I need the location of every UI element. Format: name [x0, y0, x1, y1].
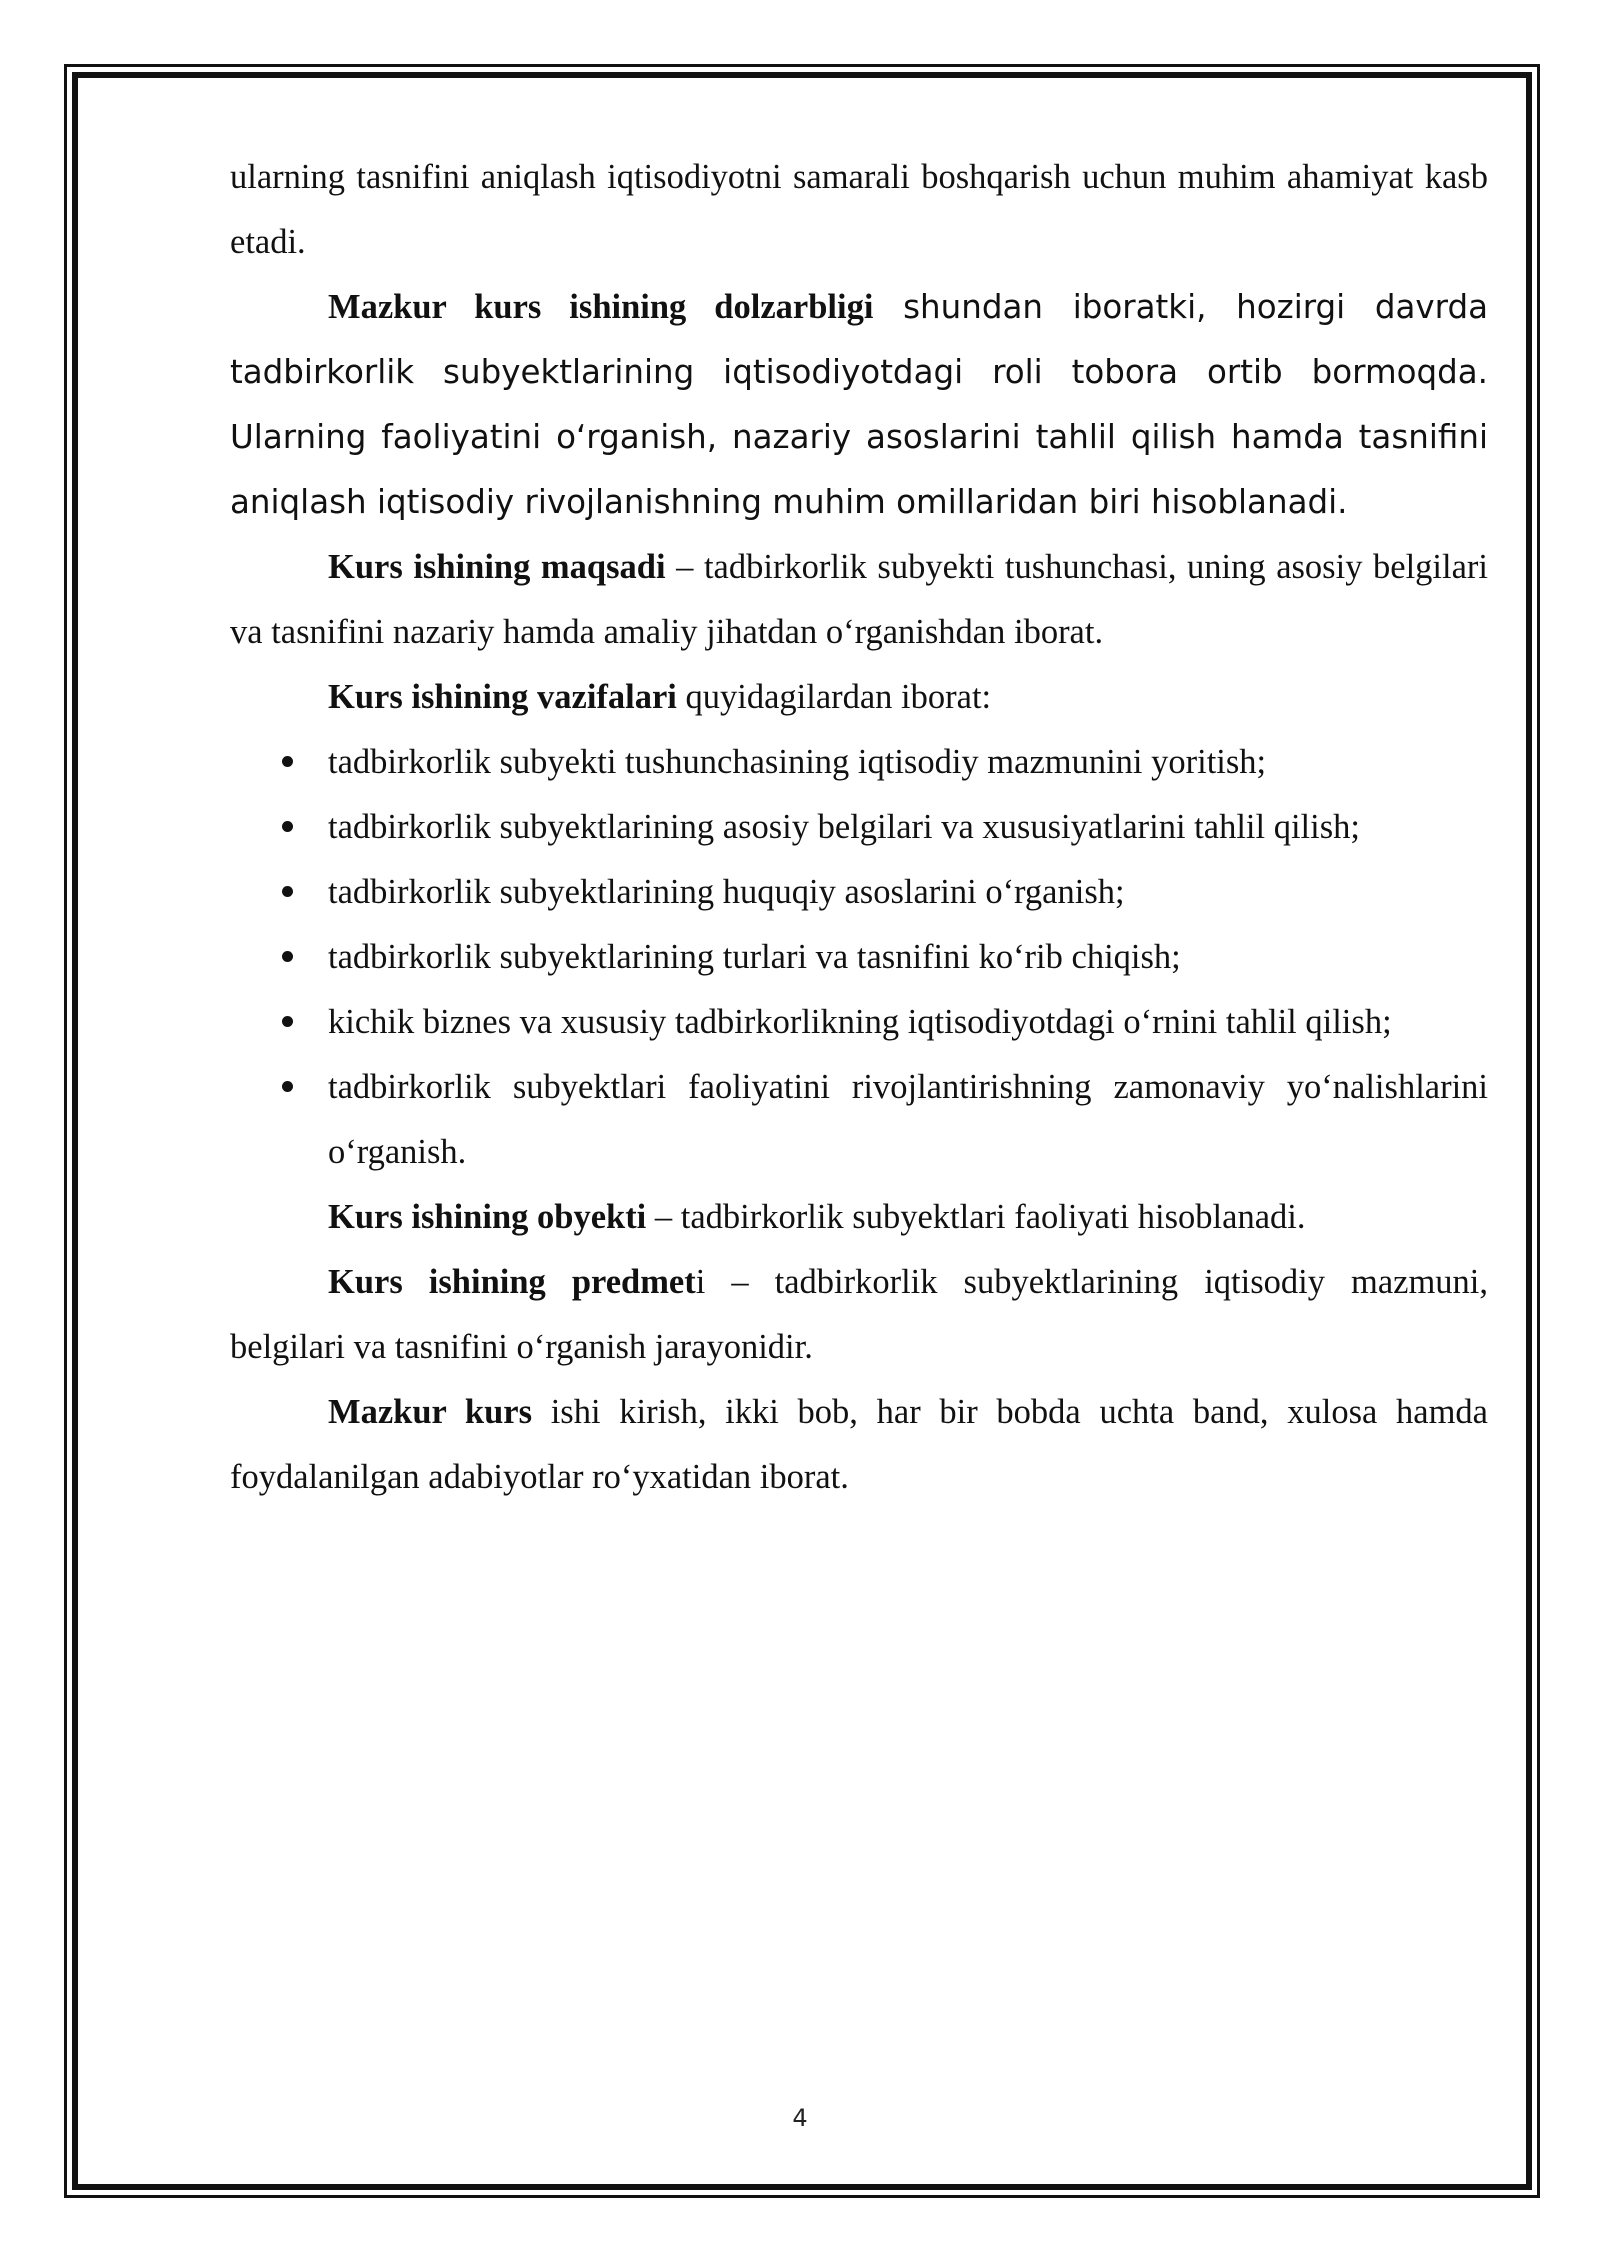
- subject-heading: Kurs ishining predmet: [328, 1263, 696, 1301]
- document-body: [230, 145, 1488, 1510]
- paragraph-object: [230, 1185, 1488, 1250]
- list-item: [230, 730, 1488, 795]
- paragraph-intro-continuation: ularning tasnifini aniqlash iqtisodiyotni samarali boshqarish uchun muhim ahamiyat kasb etadi.: [230, 158, 1488, 261]
- relevance-heading: Mazkur kurs ishining dolzarbligi: [328, 288, 874, 326]
- bullet-icon: [282, 821, 293, 832]
- goal-text: – tadbirkorlik subyekti tushunchasi, uning asosiy belgilari va tasnifini nazariy hamda amaliy jihatdan o‘rganishdan iborat.: [230, 548, 1488, 651]
- tasks-heading: Kurs ishining vazifalari: [328, 678, 677, 716]
- bullet-icon: [282, 1016, 293, 1027]
- tasks-list: [230, 730, 1488, 1185]
- list-item-text: kichik biznes va xususiy tadbirkorlikning iqtisodiyotdagi o‘rnini tahlil qilish;: [328, 1003, 1392, 1041]
- structure-heading: Mazkur kurs: [328, 1393, 533, 1431]
- paragraph-subject: [230, 1250, 1488, 1380]
- object-text: – tadbirkorlik subyektlari faoliyati hisoblanadi.: [646, 1198, 1306, 1236]
- bullet-icon: [282, 1081, 293, 1092]
- relevance-text: shundan iboratki, hozirgi davrda tadbirkorlik subyektlarining iqtisodiyotdagi roli tobora ortib bormoqda. Ularning faoliyatini o‘rganish, nazariy asoslarini tahlil qilish hamda tasnifini aniqlash iqtisodiy rivojlanishning muhim omillaridan biri hisoblanadi.: [230, 288, 1488, 521]
- bullet-icon: [282, 886, 293, 897]
- list-item: [230, 990, 1488, 1055]
- list-item: [230, 795, 1488, 860]
- structure-text: ishi kirish, ikki bob, har bir bobda uchta band, xulosa hamda foydalanilgan adabiyotlar ro‘yxatidan iborat.: [230, 1393, 1488, 1496]
- paragraph-tasks-intro: [230, 665, 1488, 730]
- list-item-text: tadbirkorlik subyekti tushunchasining iqtisodiy mazmunini yoritish;: [328, 743, 1267, 781]
- page-number: 4: [792, 2104, 808, 2132]
- list-item-text: tadbirkorlik subyektlarining turlari va tasnifini ko‘rib chiqish;: [328, 938, 1181, 976]
- bullet-icon: [282, 951, 293, 962]
- goal-heading: Kurs ishining maqsadi: [328, 548, 666, 586]
- list-item-text: tadbirkorlik subyektlari faoliyatini rivojlantirishning zamonaviy yo‘nalishlarini o‘rganish.: [328, 1068, 1488, 1171]
- paragraph-goal: [230, 535, 1488, 665]
- paragraph-structure: [230, 1380, 1488, 1510]
- paragraph-relevance: [230, 275, 1488, 535]
- list-item-text: tadbirkorlik subyektlarining asosiy belgilari va xususiyatlarini tahlil qilish;: [328, 808, 1360, 846]
- bullet-icon: [282, 756, 293, 767]
- list-item: [230, 925, 1488, 990]
- list-item: [230, 1055, 1488, 1185]
- object-heading: Kurs ishining obyekti: [328, 1198, 647, 1236]
- tasks-intro-text: quyidagilardan iborat:: [676, 678, 992, 716]
- subject-text: i – tadbirkorlik subyektlarining iqtisodiy mazmuni, belgilari va tasnifini o‘rganish jarayonidir.: [230, 1263, 1488, 1366]
- list-item: [230, 860, 1488, 925]
- list-item-text: tadbirkorlik subyektlarining huquqiy asoslarini o‘rganish;: [328, 873, 1125, 911]
